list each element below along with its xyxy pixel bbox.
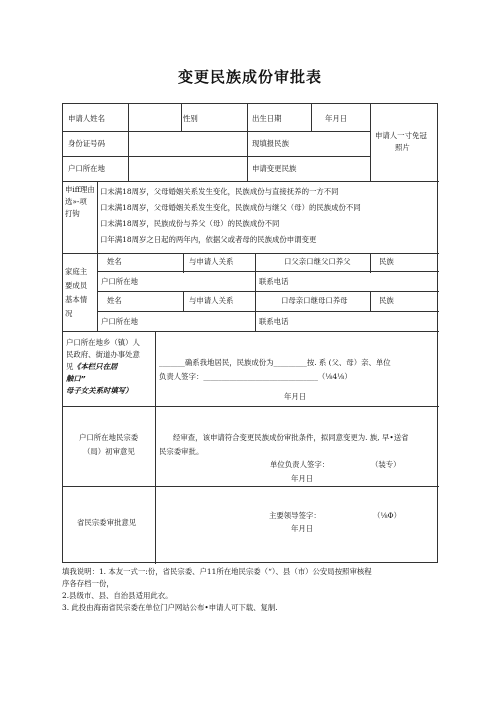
family-label-1: 家庭主 — [65, 267, 88, 276]
county-body-line2: 民宗委审批。 — [159, 447, 204, 456]
father-phone-label: 联系电话 — [259, 277, 289, 286]
local-label-note-3: 母子女关系时填写） — [66, 386, 133, 395]
province-sign-label: 主要领导签字： — [269, 511, 321, 520]
gender-label: 性别 — [183, 114, 198, 123]
father-options[interactable]: 口父亲口继父口养父 — [284, 257, 351, 266]
id-number-label: 身份证号码 — [68, 139, 105, 148]
county-label-2: （局）初审意见 — [83, 447, 135, 456]
family-label-4: 况 — [65, 309, 73, 318]
requested-ethnicity-label: 申请变更民族 — [252, 164, 297, 173]
reason-option-1[interactable]: 口未满18周岁，父母婚姻关系发生变化，民族成份与直接抚养的一方不同 — [100, 187, 339, 196]
province-stamp: （⅛Φ） — [373, 511, 402, 520]
mother-relation-label: 与申请人关系 — [189, 296, 234, 305]
mother-options[interactable]: 口母亲口继母口养母 — [281, 296, 348, 305]
reason-option-4[interactable]: 口年满18周岁之日起的两年内，依据父或者母的民族成份申谓变更 — [100, 235, 317, 244]
reason-label-1: 申iff理由 — [65, 185, 95, 194]
father-name-label: 姓名 — [107, 257, 122, 266]
reason-option-3[interactable]: 口未满18周岁，民族成份与养父（母）的民族成份不同 — [100, 219, 280, 228]
reason-option-2[interactable]: 口未满18周岁，父母婚姻关系发生变化，民族成份与继父（母）的民族成份不同 — [100, 203, 361, 212]
local-body-line2: 负责人签字：_______________________________（⅛4⅛） — [159, 372, 352, 381]
mother-name-label: 姓名 — [107, 296, 122, 305]
mother-phone-label: 联系电话 — [259, 317, 289, 326]
local-label-note-1: 《本栏只在居 — [73, 362, 118, 371]
province-date: 年月日 — [291, 524, 314, 533]
county-stamp: （装专） — [371, 460, 401, 469]
note-line-3: 2.县级市、县、自治县适用此衣。 — [62, 591, 173, 600]
mother-hukou-label: 户口所在地 — [101, 317, 138, 326]
family-label-3: 基本情 — [65, 295, 88, 304]
photo-label-line1: 申请人一寸免冠 — [375, 131, 427, 140]
local-label-2: 民政府、街道办事处意 — [66, 350, 140, 359]
province-label: 省民宗委审批意见 — [77, 518, 137, 527]
family-label-2: 要成员 — [65, 281, 88, 290]
note-line-2: 序各存档一份， — [62, 579, 114, 588]
local-label-3: 见 — [66, 362, 74, 371]
local-date: 年月日 — [284, 392, 307, 401]
county-body-line1: 经审查，该申请符合变更民族成份审批条件，拟同意变更为. 族, 早•送省 — [173, 433, 409, 442]
birth-date-label: 出生日期 — [252, 114, 282, 123]
reason-label-3: 打钩 — [65, 209, 80, 218]
photo-label-line2: 照片 — [395, 143, 410, 152]
note-line-4: 3. 此投由海南省民宗委在单位门户网站公布•申请人可下载、复制. — [62, 603, 278, 612]
form-notes — [62, 566, 442, 614]
father-ethnicity-label: 民族 — [379, 257, 394, 266]
local-label-note-2: 触口” — [66, 374, 86, 383]
approval-form-table — [62, 103, 438, 563]
county-label-1: 户口所在地民宗委 — [79, 433, 139, 442]
father-relation-label: 与申请人关系 — [189, 257, 234, 266]
father-hukou-label: 户口所在地 — [101, 277, 138, 286]
applicant-name-label: 申请人姓名 — [68, 114, 105, 123]
current-ethnicity-label: 现填报民族 — [252, 139, 289, 148]
hukou-label: 户口所在地 — [68, 164, 105, 173]
county-sign-label: 单位负责人签字： — [270, 460, 330, 469]
birth-date-format: 年月日 — [325, 114, 348, 123]
local-body-line1: _______确系我地居民，民族成份为_________按. 系 (父、母）亲、单位 — [159, 358, 391, 367]
local-label-1: 户口所在地乡（镇）人 — [66, 338, 140, 347]
note-line-1: 填我说明：1. 本友一式一:份，省民宗委、户11所在地民宗委（“）、县（市）公安局按照审核程 — [62, 567, 372, 576]
reason-label-2: 选»-项 — [65, 197, 87, 206]
mother-ethnicity-label: 民族 — [379, 296, 394, 305]
county-date: 年月日 — [291, 474, 314, 483]
form-title: 变更民族成份审批表 — [177, 68, 322, 86]
